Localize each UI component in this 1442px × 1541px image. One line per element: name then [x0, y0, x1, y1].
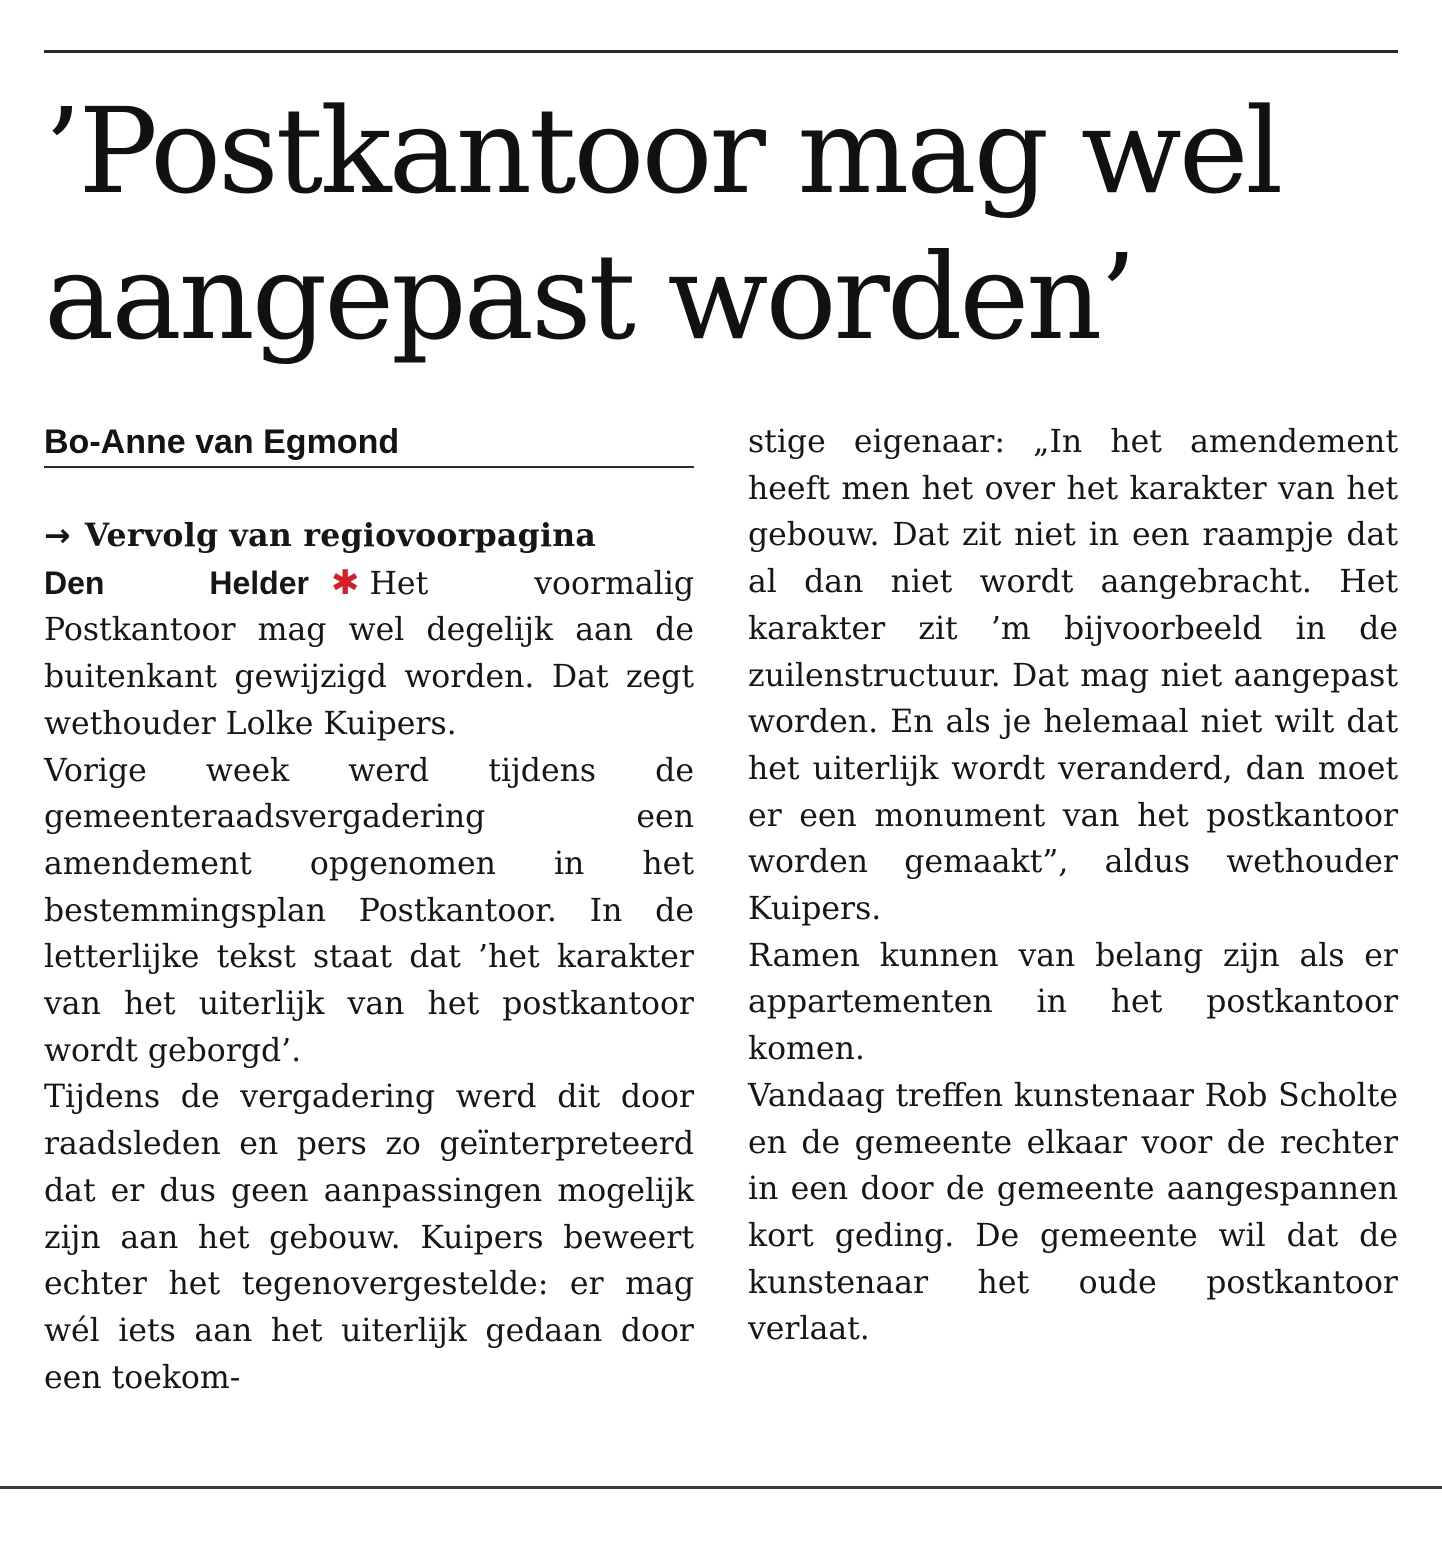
column-left [44, 513, 694, 1401]
bottom-rule [0, 1486, 1442, 1489]
paragraph-right-3: Vandaag treffen kunstenaar Rob Scholte en de gemeente elkaar voor de rechter in een door de gemeente aangespannen kort geding. De gemeente wil dat de kunstenaar het oude postkantoor verlaat. [748, 1077, 1398, 1348]
arrow-right-icon: → [44, 518, 71, 554]
top-rule [44, 50, 1398, 53]
headline-line-2: aangepast worden’ [44, 228, 1134, 366]
continued-from [44, 513, 694, 560]
paragraph-left-1-text: Het voormalig Postkantoor mag wel degelijk aan de buitenkant gewijzigd worden. Dat zegt wethouder Lolke Kuipers. [44, 565, 694, 742]
continued-from-label: Vervolg van regiovoorpagina [84, 517, 597, 554]
asterisk-icon: ✱ [330, 562, 360, 603]
dateline: Den Helder [44, 564, 309, 601]
byline: Bo-Anne van Egmond [44, 420, 694, 468]
paragraph-right-1: stige eigenaar: „In het amendement heeft men het over het karakter van het gebouw. Dat zit niet in een raampje dat al dan niet wordt aangebracht. Het karakter zit ’m bijvoorbeeld in de zuilenstructuur. Dat mag niet aangepast worden. En als je helemaal niet wilt dat het uiterlijk wordt veranderd, dan moet er een monument van het postkantoor worden gemaakt”, aldus wethouder Kuipers. [748, 424, 1398, 928]
paragraph-left-2: Vorige week werd tijdens de gemeenteraadsvergadering een amendement opgenomen in het bestemmingsplan Postkantoor. In de letterlijke tekst staat dat ’het karakter van het uiterlijk van het postkantoor wordt geborgd’. [44, 752, 694, 1069]
paragraph-right-2: Ramen kunnen van belang zijn als er appartementen in het postkantoor komen. [748, 937, 1398, 1068]
headline-line-1: ’Postkantoor mag wel [44, 82, 1281, 220]
paragraph-left-3: Tijdens de vergadering werd dit door raadsleden en pers zo geïnterpreteerd dat er dus geen aanpassingen mogelijk zijn aan het gebouw. Kuipers beweert echter het tegenovergestelde: er mag wél iets aan het uiterlijk gedaan door een toekom- [44, 1079, 694, 1396]
paragraph-left-1 [44, 560, 694, 748]
headline [44, 78, 1424, 370]
column-right [748, 419, 1398, 1353]
